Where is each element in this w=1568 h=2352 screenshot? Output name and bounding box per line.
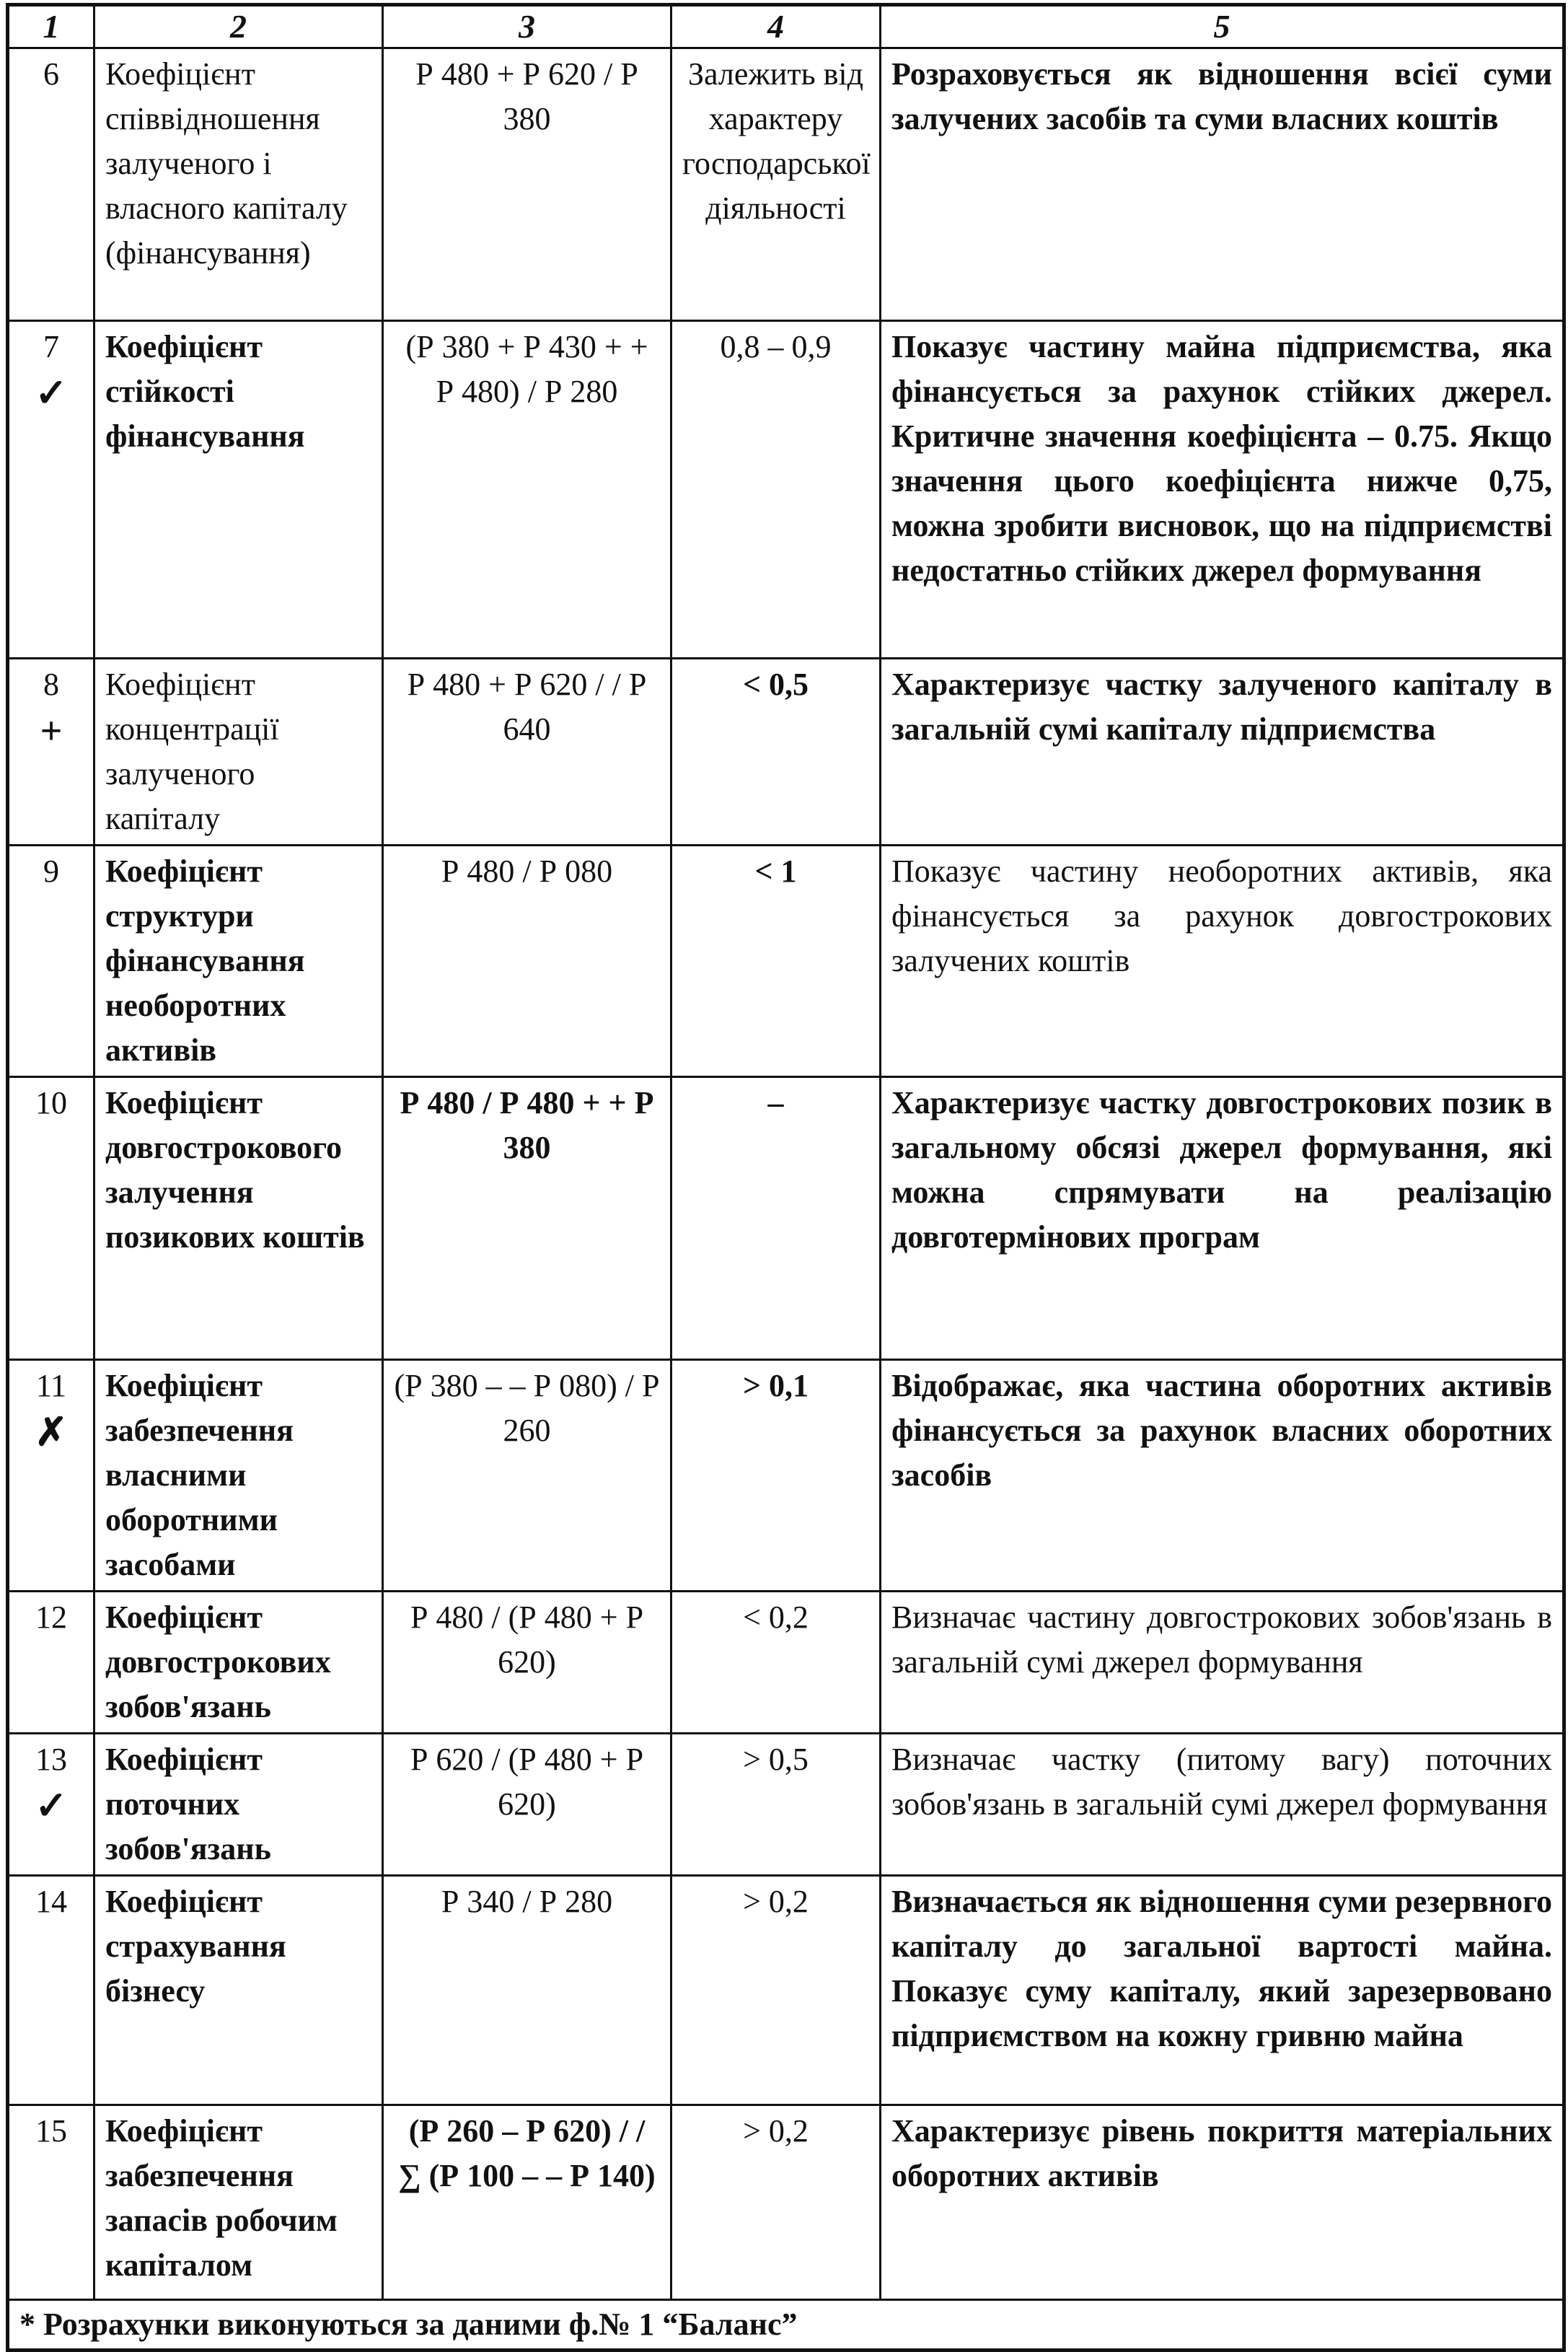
table-row bbox=[8, 48, 1564, 321]
table-row bbox=[8, 846, 1564, 1077]
margin-mark: ✓ bbox=[35, 372, 68, 415]
table-row bbox=[8, 1592, 1564, 1734]
coefficients-table-page bbox=[6, 3, 1562, 2342]
coefficient-description: Визначає частку (питому вагу) поточних зобов'язань в загальній сумі джерел формування bbox=[881, 1734, 1564, 1876]
coefficient-formula: Р 620 / (Р 480 + Р 620) bbox=[383, 1734, 671, 1876]
row-number-cell bbox=[8, 1360, 94, 1592]
table-row bbox=[8, 2105, 1564, 2300]
table-row bbox=[8, 1360, 1564, 1592]
table-row bbox=[8, 659, 1564, 846]
row-number: 13 bbox=[35, 1742, 67, 1777]
coefficient-name: Коефіцієнт забезпечення власними оборотними засобами bbox=[94, 1360, 383, 1592]
row-number: 11 bbox=[35, 1368, 67, 1403]
coefficient-formula: (Р 260 – Р 620) / / ∑ (Р 100 – – Р 140) bbox=[383, 2105, 671, 2300]
coefficient-norm: > 0,1 bbox=[671, 1360, 881, 1592]
coefficient-norm: Залежить від характеру господарської діяльності bbox=[671, 48, 881, 321]
row-number-cell bbox=[8, 1876, 94, 2105]
row-number: 6 bbox=[43, 56, 59, 92]
row-number: 8 bbox=[43, 667, 59, 702]
column-header-2: 2 bbox=[94, 5, 383, 48]
row-number: 15 bbox=[35, 2113, 67, 2149]
coefficient-formula: Р 480 / Р 080 bbox=[383, 846, 671, 1077]
margin-mark: ✗ bbox=[35, 1410, 68, 1454]
coefficient-name: Коефіцієнт страхування бізнесу bbox=[94, 1876, 383, 2105]
coefficient-name: Коефіцієнт забезпечення запасів робочим капіталом bbox=[94, 2105, 383, 2300]
coefficient-description: Розраховується як відношення всієї суми залучених засобів та суми власних коштів bbox=[881, 48, 1564, 321]
coefficient-name: Коефіцієнт поточних зобов'язань bbox=[94, 1734, 383, 1876]
table-header-row bbox=[8, 5, 1564, 48]
coefficient-formula: Р 480 + Р 620 / / Р 640 bbox=[383, 659, 671, 846]
coefficient-formula: Р 480 / (Р 480 + Р 620) bbox=[383, 1592, 671, 1734]
row-number-cell bbox=[8, 659, 94, 846]
row-number-cell bbox=[8, 321, 94, 659]
coefficient-description: Показує частину майна підприємства, яка фінансується за рахунок стійких джерел. Критичне значення коефіцієнта – 0.75. Якщо значення цього коефіцієнта нижче 0,75, можна зробити висновок, що на підприємстві недостатньо стійких джерел формування bbox=[881, 321, 1564, 659]
coefficient-norm: 0,8 – 0,9 bbox=[671, 321, 881, 659]
row-number-cell bbox=[8, 2105, 94, 2300]
coefficient-norm: < 1 bbox=[671, 846, 881, 1077]
coefficient-name: Коефіцієнт довгострокового залучення позикових коштів bbox=[94, 1077, 383, 1360]
coefficient-description: Визначає частину довгострокових зобов'язань в загальній сумі джерел формування bbox=[881, 1592, 1564, 1734]
table-footnote: * Розрахунки виконуються за даними ф.№ 1 “Баланс” bbox=[8, 2300, 1564, 2351]
table-row bbox=[8, 321, 1564, 659]
coefficient-norm: > 0,2 bbox=[671, 1876, 881, 2105]
row-number: 12 bbox=[35, 1600, 67, 1635]
coefficient-norm: < 0,2 bbox=[671, 1592, 881, 1734]
row-number-cell bbox=[8, 48, 94, 321]
coefficient-name: Коефіцієнт стійкості фінансування bbox=[94, 321, 383, 659]
row-number-cell bbox=[8, 1734, 94, 1876]
coefficient-norm: > 0,5 bbox=[671, 1734, 881, 1876]
coefficient-formula: Р 480 / Р 480 + + Р 380 bbox=[383, 1077, 671, 1360]
coefficient-name: Коефіцієнт структури фінансування необоротних активів bbox=[94, 846, 383, 1077]
coefficients-table bbox=[6, 3, 1566, 2352]
margin-mark: ✓ bbox=[35, 1784, 68, 1827]
row-number: 7 bbox=[43, 329, 59, 364]
coefficient-formula: Р 340 / Р 280 bbox=[383, 1876, 671, 2105]
coefficient-formula: (Р 380 – – Р 080) / Р 260 bbox=[383, 1360, 671, 1592]
row-number: 10 bbox=[35, 1085, 67, 1120]
table-row bbox=[8, 1876, 1564, 2105]
table-row bbox=[8, 1077, 1564, 1360]
coefficient-description: Характеризує частку залученого капіталу в загальній сумі капіталу підприємства bbox=[881, 659, 1564, 846]
coefficient-description: Характеризує рівень покриття матеріальних оборотних активів bbox=[881, 2105, 1564, 2300]
coefficient-description: Визначається як відношення суми резервного капіталу до загальної вартості майна. Показує суму капіталу, який зарезервовано підприємством на кожну гривню майна bbox=[881, 1876, 1564, 2105]
coefficient-description: Характеризує частку довгострокових позик в загальному обсязі джерел формування, які можна спрямувати на реалізацію довготермінових програм bbox=[881, 1077, 1564, 1360]
table-footnote-row bbox=[8, 2300, 1564, 2351]
row-number: 9 bbox=[43, 854, 59, 889]
row-number-cell bbox=[8, 846, 94, 1077]
margin-mark: + bbox=[40, 709, 63, 752]
coefficient-name: Коефіцієнт довгострокових зобов'язань bbox=[94, 1592, 383, 1734]
column-header-1: 1 bbox=[8, 5, 94, 48]
coefficient-description: Показує частину необоротних активів, яка фінансується за рахунок довгострокових залучених коштів bbox=[881, 846, 1564, 1077]
table-row bbox=[8, 1734, 1564, 1876]
coefficient-name: Коефіцієнт співвідношення залученого і власного капіталу (фінансування) bbox=[94, 48, 383, 321]
column-header-3: 3 bbox=[383, 5, 671, 48]
row-number: 14 bbox=[35, 1884, 67, 1919]
coefficient-formula: Р 480 + Р 620 / Р 380 bbox=[383, 48, 671, 321]
coefficient-formula: (Р 380 + Р 430 + + Р 480) / Р 280 bbox=[383, 321, 671, 659]
row-number-cell bbox=[8, 1592, 94, 1734]
coefficient-norm: – bbox=[671, 1077, 881, 1360]
column-header-4: 4 bbox=[671, 5, 881, 48]
coefficient-name: Коефіцієнт концентрації залученого капіталу bbox=[94, 659, 383, 846]
coefficient-description: Відображає, яка частина оборотних активів фінансується за рахунок власних оборотних засобів bbox=[881, 1360, 1564, 1592]
column-header-5: 5 bbox=[881, 5, 1564, 48]
coefficient-norm: < 0,5 bbox=[671, 659, 881, 846]
row-number-cell bbox=[8, 1077, 94, 1360]
coefficient-norm: > 0,2 bbox=[671, 2105, 881, 2300]
